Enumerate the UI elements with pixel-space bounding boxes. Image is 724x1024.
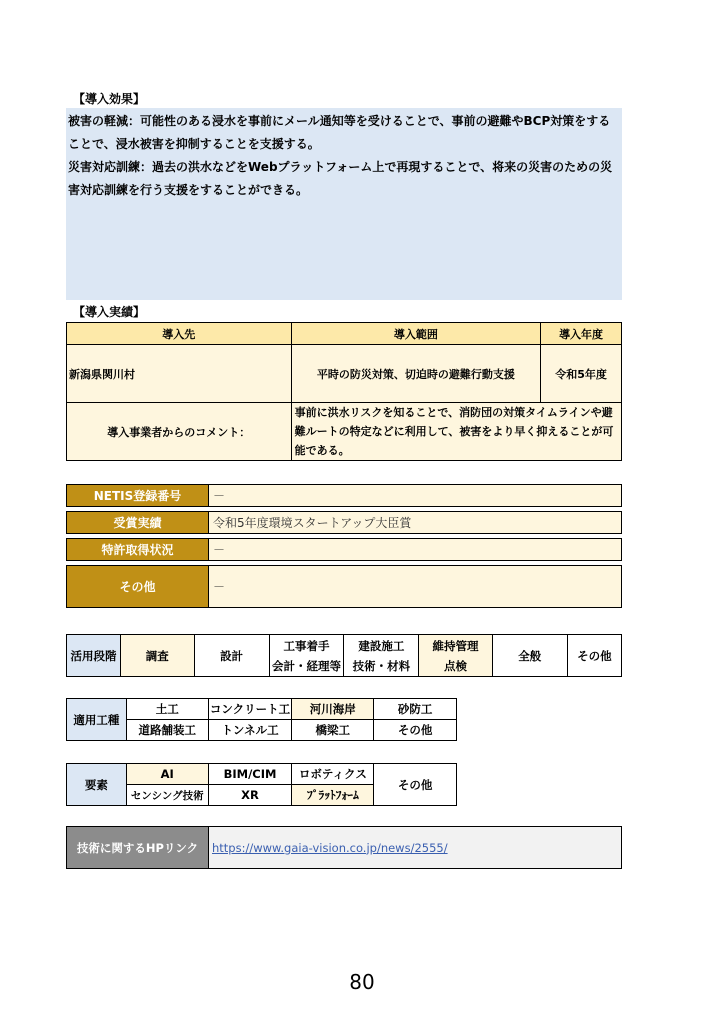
netis-value: － (209, 485, 622, 507)
element-bim-cim: BIM/CIM (208, 764, 292, 785)
element-ai: AI (126, 764, 208, 785)
results-table (66, 322, 622, 461)
work-type-table (66, 698, 457, 741)
effect-description (66, 108, 622, 300)
element-sensing: センシング技術 (126, 785, 208, 806)
phase-maintenance-line1: 維持管理 (432, 638, 479, 653)
patent-label: 特許取得状況 (67, 539, 209, 561)
phase-table (66, 634, 622, 677)
info-table (66, 484, 622, 608)
work-concrete: コンクリート工 (208, 699, 292, 720)
page-number: 80 (349, 970, 375, 994)
destination-value: 新潟県関川村 (67, 345, 292, 403)
hp-link-url[interactable]: https://www.gaia-vision.co.jp/news/2555/ (212, 840, 448, 855)
comment-label: 導入事業者からのコメント： (67, 403, 292, 461)
effect-para-damage: 被害の軽減：可能性のある浸水を事前にメール通知等を受けることで、事前の避難やBCP対策をすることで、浸水被害を抑制することを支援する。 (68, 114, 611, 151)
phase-general: 全般 (492, 635, 567, 677)
phase-label: 活用段階 (67, 635, 121, 677)
results-header-row (67, 323, 622, 345)
phase-maintenance-line2: 点検 (443, 658, 467, 673)
work-erosion-control: 砂防工 (374, 699, 457, 720)
phase-construction-start-line1: 工事着手 (283, 638, 330, 653)
comment-text: 事前に洪水リスクを知ることで、消防団の対策タイムラインや避難ルートの特定などに利用して、被害をより早く抑えることが可能である。 (291, 403, 621, 461)
patent-value: － (209, 539, 622, 561)
other-label: その他 (67, 566, 209, 608)
work-bridge: 橋梁工 (292, 720, 374, 741)
work-earthwork: 土工 (126, 699, 208, 720)
effect-title: 【導入効果】 (73, 92, 146, 106)
hp-link-cell (209, 827, 622, 869)
work-tunnel: トンネル工 (208, 720, 292, 741)
header-destination: 導入先 (67, 323, 292, 345)
element-xr: XR (208, 785, 292, 806)
hp-link-table (66, 826, 622, 869)
year-value: 令和5年度 (541, 345, 622, 403)
phase-construction (344, 635, 419, 677)
netis-label: NETIS登録番号 (67, 485, 209, 507)
other-row (67, 566, 622, 608)
award-value: 令和5年度環境スタートアップ大臣賞 (209, 512, 622, 534)
phase-construction-line2: 技術・材料 (352, 658, 411, 673)
header-scope: 導入範囲 (291, 323, 541, 345)
phase-design: 設計 (194, 635, 269, 677)
comment-row (67, 403, 622, 461)
effect-para-training: 災害対応訓練：過去の洪水などをWebプラットフォーム上で再現することで、将来の災害のための災害対応訓練を行う支援をすることができる。 (68, 160, 613, 197)
phase-survey: 調査 (121, 635, 194, 677)
phase-other: その他 (567, 635, 621, 677)
element-platform: ﾌﾟﾗｯﾄﾌｫｰﾑ (292, 785, 374, 806)
phase-construction-start (269, 635, 344, 677)
element-other: その他 (374, 764, 457, 806)
phase-construction-start-line2: 会計・経理等 (272, 658, 342, 673)
work-river-coast: 河川海岸 (292, 699, 374, 720)
work-road-paving: 道路舗装工 (126, 720, 208, 741)
phase-maintenance (419, 635, 492, 677)
award-row (67, 512, 622, 534)
scope-value: 平時の防災対策、切迫時の避難行動支援 (291, 345, 541, 403)
work-type-label: 適用工種 (67, 699, 127, 741)
element-label: 要素 (67, 764, 127, 806)
results-row (67, 345, 622, 403)
results-title: 【導入実績】 (73, 305, 146, 319)
patent-row (67, 539, 622, 561)
netis-row (67, 485, 622, 507)
phase-construction-line1: 建設施工 (358, 638, 405, 653)
award-label: 受賞実績 (67, 512, 209, 534)
element-table (66, 763, 457, 806)
other-value: － (209, 566, 622, 608)
work-other: その他 (374, 720, 457, 741)
hp-link-label: 技術に関するHPリンク (67, 827, 209, 869)
header-year: 導入年度 (541, 323, 622, 345)
element-robotics: ロボティクス (292, 764, 374, 785)
